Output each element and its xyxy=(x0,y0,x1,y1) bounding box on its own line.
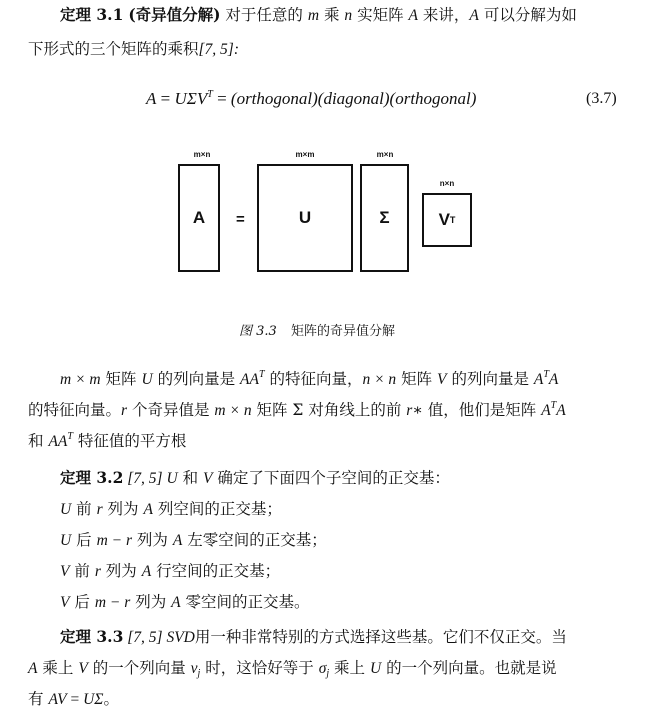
matrix-u-box xyxy=(257,164,353,272)
math-var: A xyxy=(172,532,183,549)
subscript: j xyxy=(326,668,330,679)
text: 前 xyxy=(71,500,97,518)
math-expr: AV xyxy=(48,691,67,708)
text: 矩阵 Σ 对角线上的前 xyxy=(251,401,407,419)
figure-equals-sign: = xyxy=(236,211,245,228)
math-expr: m × n xyxy=(214,402,252,419)
subspace-item xyxy=(60,592,310,613)
math-var: A xyxy=(143,501,153,518)
text: 来讲， xyxy=(417,6,470,24)
math-var: A xyxy=(556,402,566,419)
citation: [7, 5] xyxy=(123,470,167,487)
math-expr: n × n xyxy=(362,371,397,388)
matrix-sigma-label: Σ xyxy=(379,208,390,227)
math-var: r xyxy=(121,402,128,419)
dim-label-u: m×m xyxy=(295,150,315,159)
text: 个奇异值是 xyxy=(127,401,215,419)
text: 行空间的正交基； xyxy=(151,562,281,580)
text: 矩阵 xyxy=(100,370,142,388)
math-var: U xyxy=(60,532,72,549)
math-expr: UΣ xyxy=(83,691,104,708)
math-var: A xyxy=(28,660,38,677)
math-var: r xyxy=(96,501,103,518)
text: 乘 xyxy=(319,6,345,24)
figure-caption xyxy=(239,320,395,339)
para-line-2 xyxy=(28,400,566,421)
math-var: AA xyxy=(48,433,68,450)
theorem-3-1-line-2 xyxy=(28,39,239,60)
math-var: A xyxy=(548,371,559,388)
math-var: A xyxy=(408,7,418,24)
transpose-sup: T xyxy=(258,369,265,380)
dim-label-vt: n×n xyxy=(439,179,455,188)
text: 时，这恰好等于 xyxy=(200,659,319,677)
dim-label-sigma: m×n xyxy=(376,150,394,159)
text: 确定了下面四个子空间的正交基： xyxy=(212,469,450,487)
matrix-v-label: V xyxy=(438,210,450,229)
theorem-label: 定理 3.1 xyxy=(60,5,124,24)
matrix-vt-box: V T xyxy=(422,193,472,247)
text: 用一种非常特别的方式选择这些基。它们不仅正交。当 xyxy=(194,628,567,646)
equals-sign: = xyxy=(156,89,175,108)
math-var: A xyxy=(141,563,152,580)
matrix-u-label: U xyxy=(298,208,312,227)
equation-3-7 xyxy=(146,89,476,109)
subscript: j xyxy=(197,668,201,679)
equation-number: (3.7) xyxy=(586,90,617,107)
para-line-3 xyxy=(28,431,186,452)
text: 的特征向量。 xyxy=(28,401,122,419)
text: 左零空间的正交基； xyxy=(182,531,327,549)
dim-label-a: m×n xyxy=(193,150,211,159)
math-var: V xyxy=(60,563,70,580)
math-var: V xyxy=(437,371,447,388)
text: 的列向量是 xyxy=(446,370,534,388)
subspace-item xyxy=(60,561,280,582)
math-var: A xyxy=(146,89,157,108)
text: 的列向量是 xyxy=(152,370,241,388)
text: 和 xyxy=(177,469,204,487)
transpose-sup: T xyxy=(207,89,213,100)
text: 的特征向量， xyxy=(264,370,363,388)
text: 特征值的平方根 xyxy=(72,432,187,450)
math-var: U xyxy=(60,501,72,518)
theorem-label: 定理 3.2 xyxy=(60,468,124,487)
math-var: V xyxy=(203,470,213,487)
theorem-3-3-line-2 xyxy=(28,658,557,679)
math-var: r xyxy=(94,563,101,580)
text: 。 xyxy=(103,690,120,708)
text: 后 xyxy=(71,531,97,549)
math-expr: (orthogonal)(diagonal)(orthogonal) xyxy=(230,89,477,108)
figure-number: 图 3.3 xyxy=(239,324,277,339)
math-expr: m × m xyxy=(60,371,101,388)
text: 的一个列向量。也就是说 xyxy=(381,659,557,677)
text: 可以分解为如 xyxy=(478,6,577,24)
text: 列为 xyxy=(132,531,173,549)
transpose-sup: T xyxy=(543,369,549,380)
subspace-item xyxy=(60,530,327,551)
matrix-sigma-box xyxy=(360,164,409,272)
theorem-3-3-line-3 xyxy=(28,689,119,710)
text: 值，他们是矩阵 xyxy=(422,401,542,419)
math-var: U xyxy=(369,660,382,677)
citation: [7, 5]: xyxy=(198,41,239,58)
text: 乘上 xyxy=(329,659,370,677)
text: 列空间的正交基； xyxy=(152,500,282,518)
equals-sign: = xyxy=(66,691,84,708)
math-var: U xyxy=(166,470,178,487)
transpose-sup: T xyxy=(550,400,557,411)
subspace-item xyxy=(60,499,282,520)
math-var: U xyxy=(141,371,153,388)
math-var: V xyxy=(60,594,70,611)
para-line-1 xyxy=(60,369,558,390)
svd-term: SVD xyxy=(166,629,195,646)
theorem-3-1-line-1 xyxy=(60,5,577,26)
text: 和 xyxy=(28,432,49,450)
text: 列为 xyxy=(100,562,142,580)
math-expr: m − r xyxy=(96,532,132,549)
theorem-label: 定理 3.3 xyxy=(60,627,124,646)
math-var: A xyxy=(541,402,551,419)
text: 下形式的三个矩阵的乘积 xyxy=(28,40,199,58)
math-var: AA xyxy=(240,371,259,388)
math-var: v xyxy=(190,660,198,677)
math-var: r∗ xyxy=(406,402,423,419)
text: 后 xyxy=(69,593,95,611)
text: 列为 xyxy=(102,500,144,518)
transpose-sup: T xyxy=(67,431,73,442)
text: 矩阵 xyxy=(396,370,438,388)
citation: [7, 5] xyxy=(123,629,167,646)
math-expr: m − r xyxy=(94,594,131,611)
matrix-a-box xyxy=(178,164,220,272)
text: 的一个列向量 xyxy=(87,659,191,677)
math-var: V xyxy=(78,660,88,677)
theorem-3-2-line xyxy=(60,468,450,489)
math-var: σ xyxy=(318,660,327,677)
text: 前 xyxy=(69,562,95,580)
caption-text: 矩阵的奇异值分解 xyxy=(290,324,395,339)
theorem-3-3-line-1 xyxy=(60,627,567,648)
math-var: A xyxy=(533,371,544,388)
theorem-name: (奇异值分解) xyxy=(128,5,221,24)
text: 实矩阵 xyxy=(352,6,409,24)
text: 零空间的正交基。 xyxy=(180,593,310,611)
math-expr: UΣV xyxy=(174,89,208,108)
math-var: A xyxy=(469,7,479,24)
math-var: m xyxy=(307,7,320,24)
equals-sign: = xyxy=(212,89,231,108)
math-var: A xyxy=(171,594,181,611)
math-var: n xyxy=(344,7,353,24)
text: 有 xyxy=(28,690,49,708)
matrix-a-label: A xyxy=(192,208,206,227)
text: 对于任意的 xyxy=(220,6,308,24)
text: 列为 xyxy=(130,593,172,611)
text: 乘上 xyxy=(37,659,79,677)
